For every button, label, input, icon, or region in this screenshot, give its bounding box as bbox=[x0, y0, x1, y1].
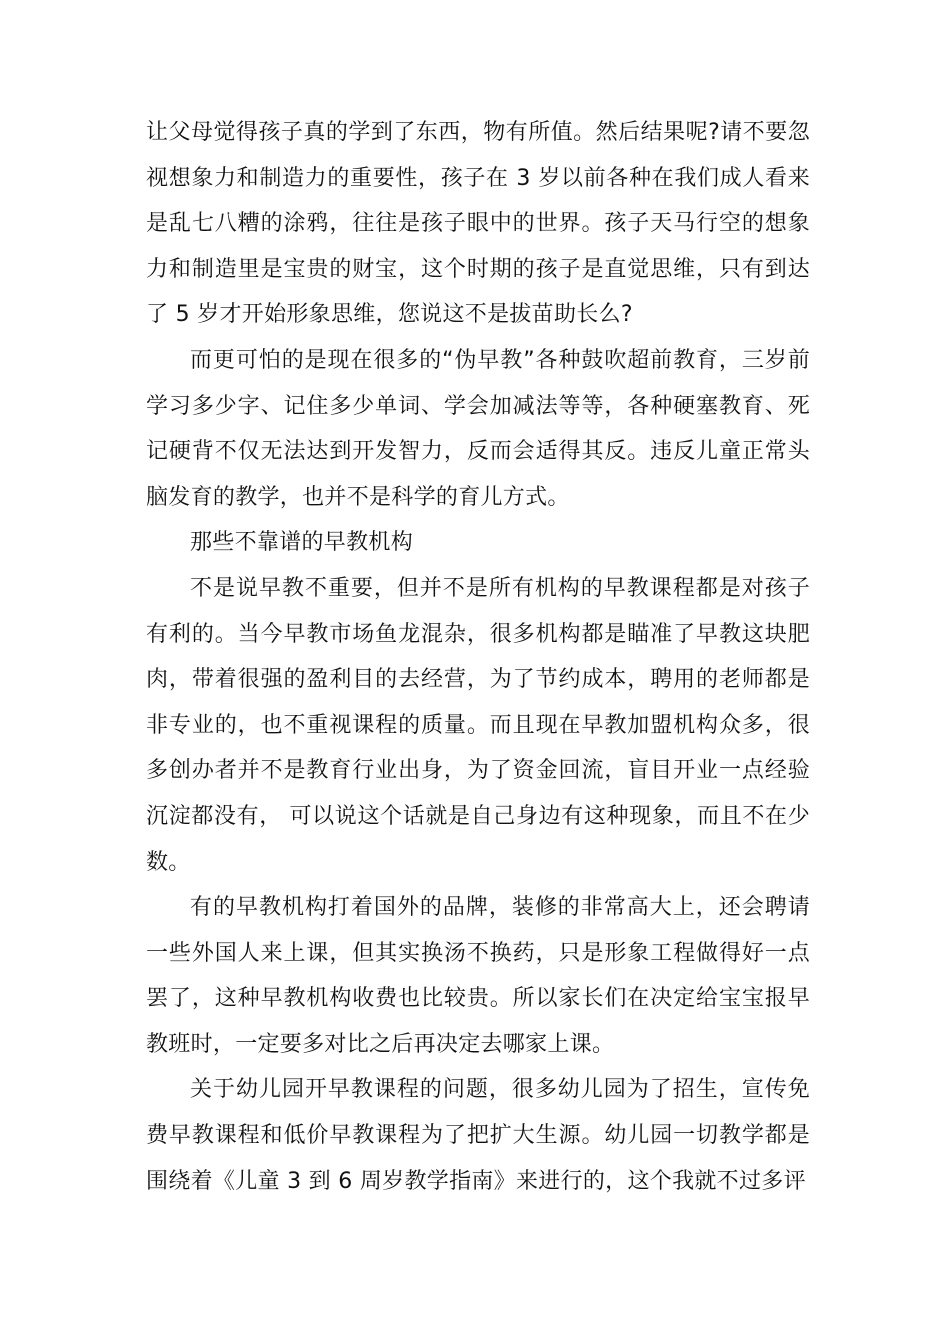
paragraph-1: 让父母觉得孩子真的学到了东西，物有所值。然后结果呢?请不要忽视想象力和制造力的重要性，孩子在 3 岁以前各种在我们成人看来是乱七八糟的涂鸦，往往是孩子眼中的世界。孩子天马行空的想象力和制造里是宝贵的财宝，这个时期的孩子是直觉思维，只有到达了 5 岁才开始形象思维，您说这不是拔苗助长么? bbox=[146, 120, 810, 328]
section-heading: 那些不靠谱的早教机构 bbox=[190, 530, 414, 556]
paragraph-4: 有的早教机构打着国外的品牌，装修的非常高大上，还会聘请一些外国人来上课，但其实换汤不换药，只是形象工程做得好一点罢了，这种早教机构收费也比较贵。所以家长们在决定给宝宝报早教班时，一定要多对比之后再决定去哪家上课。 bbox=[146, 895, 810, 1057]
paragraph-5: 关于幼儿园开早教课程的问题，很多幼儿园为了招生，宣传免费早教课程和低价早教课程为了把扩大生源。幼儿园一切教学都是围绕着《儿童 3 到 6 周岁教学指南》来进行的，这个我就不过多评 bbox=[146, 1077, 810, 1194]
paragraph-2: 而更可怕的是现在很多的“伪早教”各种鼓吹超前教育，三岁前学习多少字、记住多少单词、学会加减法等等，各种硬塞教育、死记硬背不仅无法达到开发智力，反而会适得其反。违反儿童正常头脑发育的教学，也并不是科学的育儿方式。 bbox=[146, 347, 810, 510]
document-body bbox=[146, 110, 810, 1204]
paragraph-3: 不是说早教不重要，但并不是所有机构的早教课程都是对孩子有利的。当今早教市场鱼龙混杂，很多机构都是瞄准了早教这块肥肉，带着很强的盈利目的去经营，为了节约成本，聘用的老师都是非专业的，也不重视课程的质量。而且现在早教加盟机构众多，很多创办者并不是教育行业出身，为了资金回流，盲目开业一点经验沉淀都没有， 可以说这个话就是自己身边有这种现象，而且不在少数。 bbox=[146, 575, 810, 875]
